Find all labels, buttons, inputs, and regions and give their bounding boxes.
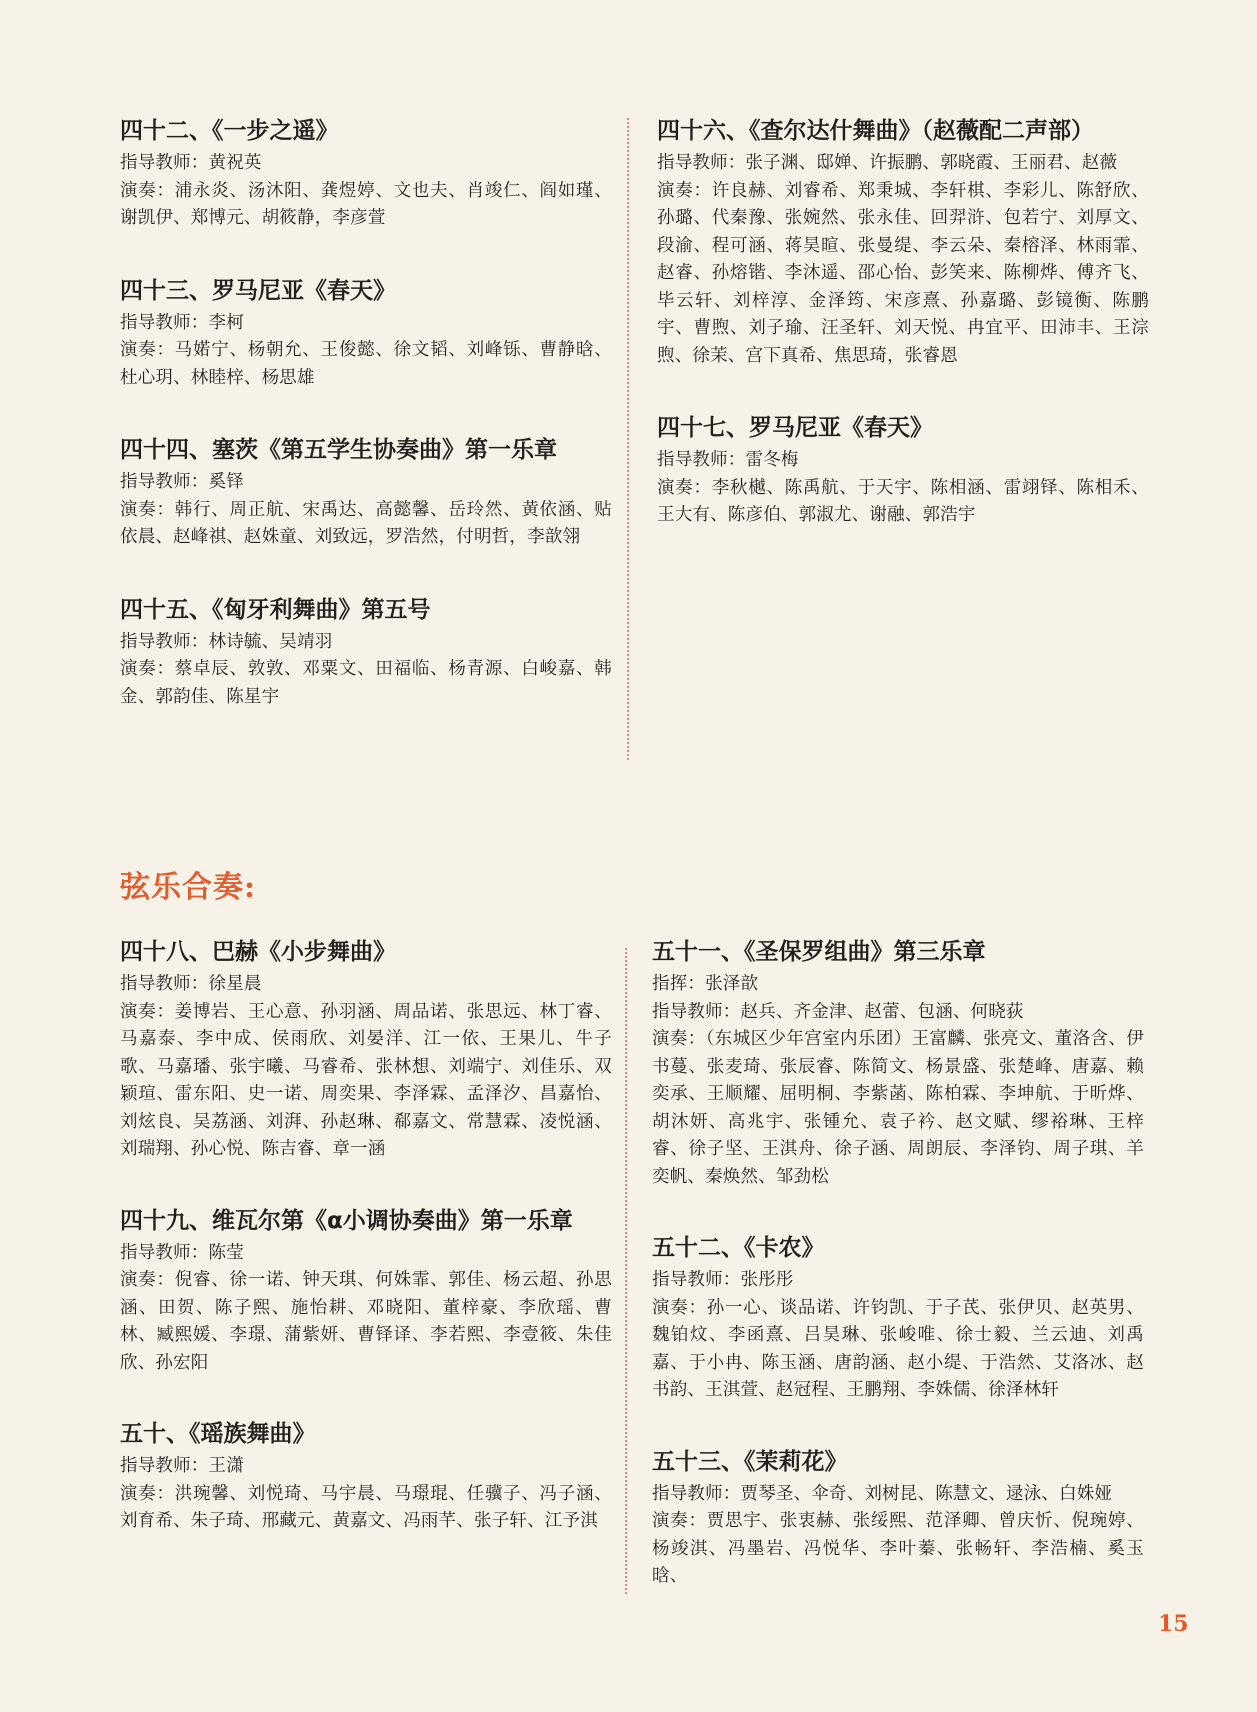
teacher-line: [652, 1481, 1144, 1509]
page-number: 15: [1158, 1611, 1189, 1637]
performers-label: 演奏：: [120, 340, 175, 360]
teacher-label: 指导教师：: [652, 1270, 741, 1290]
teacher-names: 贾琴圣、伞奇、刘树昆、陈慧文、逯泳、白姝娅: [740, 1483, 1113, 1504]
piece-42: [120, 116, 612, 233]
performers-line: [657, 475, 1149, 530]
teacher-names: 张彤彤: [740, 1270, 794, 1290]
performer-names: 孙一心、谈品诺、许钧凯、于子芪、张伊贝、赵英男、魏铂炆、李函熹、吕昊琳、张峻唯、徐士毅、兰云迪、刘禹嘉、于小冉、陈玉涵、唐韵涵、赵小缇、于浩然、艾洛冰、赵书韵、王淇萱、赵冠程、王鹏翔、李姝儒、徐泽林轩: [652, 1297, 1144, 1400]
piece-title: 五十一、《圣保罗组曲》第三乐章: [652, 939, 986, 965]
teacher-names: 黄祝英: [208, 153, 262, 173]
conductor-name: 张泽歆: [705, 974, 759, 994]
piece-53: [652, 1447, 1144, 1591]
performer-names: （东城区少年宫室内乐团）王富麟、张亮文、董洛含、伊书蔓、张麦琦、张辰睿、陈简文、杨景盛、张楚峰、唐嘉、赖奕承、王顺耀、屈明桐、李紫菡、陈柏霖、李坤航、于昕烨、胡沐妍、高兆宇、张锺允、袁子衿、赵文赋、缪裕琳、王梓睿、徐子坚、王淇舟、徐子涵、周朗辰、李泽钧、周子琪、羊奕帆、秦焕然、邹劲松: [652, 1029, 1144, 1187]
teacher-label: 指导教师：: [120, 974, 209, 994]
performers-label: 演奏：: [652, 1297, 707, 1318]
teacher-line: [120, 150, 612, 178]
performers-line: [652, 1026, 1144, 1191]
teacher-line: [120, 629, 612, 657]
piece-44: [120, 435, 612, 552]
performers-line: [652, 1508, 1144, 1591]
performers-label: 演奏：: [120, 180, 175, 201]
teacher-line: [120, 310, 612, 338]
piece-title: 四十八、巴赫《小步舞曲》: [120, 939, 396, 965]
piece-title: 五十二、《卡农》: [652, 1235, 825, 1261]
teacher-line: [120, 1240, 612, 1268]
performers-line: [120, 1267, 612, 1377]
performer-names: 洪琬馨、刘悦琦、马宇晨、马璟琨、任骥子、冯子涵、刘育希、朱子琦、邢藏元、黄嘉文、冯雨芊、张子轩、江予淇: [120, 1483, 612, 1531]
teacher-line: [652, 999, 1144, 1027]
teacher-line: [657, 150, 1149, 178]
teacher-line: [120, 1453, 612, 1481]
teacher-label: 指导教师：: [657, 153, 746, 173]
performers-line: [120, 497, 612, 552]
performers-label: 演奏：: [652, 1511, 707, 1531]
teacher-names: 奚铎: [208, 472, 244, 492]
performers-line: [657, 178, 1149, 371]
performers-label: 演奏：: [120, 659, 175, 679]
teacher-names: 徐星晨: [208, 974, 262, 994]
performers-label: 演奏：: [657, 477, 712, 498]
conductor-label: 指挥：: [652, 974, 706, 994]
teacher-label: 指导教师：: [120, 472, 209, 492]
performers-line: [120, 999, 612, 1164]
piece-title: 四十二、《一步之遥》: [120, 118, 339, 144]
teacher-names: 王潇: [208, 1456, 244, 1476]
performer-names: 倪睿、徐一诺、钟天琪、何姝霏、郭佳、杨云超、孙思涵、田贺、陈子熙、施怡耕、邓晓阳、董梓豪、李欣瑶、曹林、臧熙媛、李璟、蒲紫妍、曹铎译、李若熙、李壹筱、朱佳欣、孙宏阳: [120, 1270, 612, 1373]
column-bottom-left: [120, 937, 612, 1536]
piece-46: [657, 116, 1149, 370]
performer-names: 韩行、周正航、宋禹达、高懿馨、岳玲然、黄依涵、贴依晨、赵峰祺、赵姝童、刘致远，罗浩然，付明哲，李歆翎: [120, 499, 612, 547]
performer-names: 马婼宁、杨朝允、王俊懿、徐文韬、刘峰铄、曹静晗、杜心玥、林睦梓、杨思雄: [120, 340, 612, 388]
teacher-names: 雷冬梅: [745, 450, 799, 470]
teacher-label: 指导教师：: [652, 1001, 741, 1022]
piece-48: [120, 937, 612, 1164]
teacher-label: 指导教师：: [652, 1483, 741, 1504]
teacher-line: [120, 971, 612, 999]
performers-line: [120, 178, 612, 233]
performers-line: [652, 1295, 1144, 1405]
performer-names: 浦永炎、汤沐阳、龚煜婷、文也夫、肖竣仁、阎如瑾、谢凯伊、郑博元、胡筱静，李彦萱: [120, 180, 612, 228]
performer-names: 蔡卓辰、敦敦、邓粟文、田福临、杨青源、白峻嘉、韩金、郭韵佳、陈星宇: [120, 659, 612, 707]
teacher-line: [657, 447, 1149, 475]
performers-label: 演奏：: [120, 1270, 175, 1290]
performers-line: [120, 1481, 612, 1536]
piece-47: [657, 413, 1149, 530]
performers-label: 演奏：: [652, 1029, 706, 1049]
teacher-names: 张子渊、邸婵、许振鹏、郭晓霞、王丽君、赵薇: [745, 153, 1118, 173]
performers-line: [120, 337, 612, 392]
performers-label: 演奏：: [120, 1001, 175, 1022]
performer-names: 贾思宇、张衷赫、张绥熙、范泽卿、曾庆忻、倪琬婷、杨竣淇、冯墨岩、冯悦华、李叶蓁、张畅轩、李浩楠、奚玉晗、: [652, 1511, 1144, 1586]
teacher-label: 指导教师：: [120, 1242, 209, 1263]
piece-title: 四十七、罗马尼亚《春天》: [657, 415, 933, 441]
piece-title: 五十、《瑶族舞曲》: [120, 1421, 316, 1447]
piece-title: 四十五、《匈牙利舞曲》第五号: [120, 596, 431, 623]
section-heading-string-ensemble: 弦乐合奏:: [120, 870, 257, 905]
column-divider-top: [627, 118, 629, 760]
performers-line: [120, 656, 612, 711]
piece-43: [120, 276, 612, 393]
piece-52: [652, 1233, 1144, 1405]
piece-title: 四十四、塞茨《第五学生协奏曲》第一乐章: [120, 437, 557, 463]
conductor-line: [652, 971, 1144, 999]
teacher-line: [120, 469, 612, 497]
performers-label: 演奏：: [120, 499, 175, 520]
performer-names: 许良赫、刘睿希、郑秉城、李轩棋、李彩儿、陈舒欣、孙璐、代秦豫、张婉然、张永佳、回羿浒、包若宁、刘厚文、段渝、程可涵、蒋昊暄、张曼缇、李云朵、秦榕泽、林雨霏、赵睿、孙熔锴、李沐遥、邵心怡、彭笑来、陈柳烨、傅齐飞、毕云轩、刘梓淳、金泽筠、宋彦熹、孙嘉璐、彭镜衡、陈鹏宇、曹煦、刘子瑜、汪圣轩、刘天悦、冉宜平、田沛丰、王淙煦、徐茉、宫下真希、焦思琦，张睿恩: [657, 180, 1149, 366]
teacher-names: 李柯: [208, 312, 244, 333]
teacher-line: [652, 1267, 1144, 1295]
performer-names: 李秋樾、陈禹航、于天宇、陈相涵、雷翊铎、陈相禾、王大有、陈彦伯、郭淑尤、谢融、郭浩宇: [657, 477, 1149, 525]
piece-title: 四十六、《查尔达什舞曲》（赵薇配二声部）: [657, 118, 1094, 144]
piece-50: [120, 1419, 612, 1536]
teacher-names: 陈莹: [208, 1242, 244, 1263]
teacher-label: 指导教师：: [120, 631, 209, 652]
teacher-names: 赵兵、齐金津、赵蕾、包涵、何晓荻: [740, 1001, 1024, 1022]
piece-title: 四十三、罗马尼亚《春天》: [120, 277, 396, 304]
column-bottom-right: [652, 937, 1144, 1591]
teacher-label: 指导教师：: [657, 450, 746, 470]
teacher-label: 指导教师：: [120, 1456, 209, 1476]
column-divider-bottom: [625, 948, 627, 1594]
performers-label: 演奏：: [120, 1483, 175, 1504]
teacher-names: 林诗毓、吴靖羽: [208, 631, 333, 652]
piece-49: [120, 1206, 612, 1378]
teacher-label: 指导教师：: [120, 312, 209, 333]
teacher-label: 指导教师：: [120, 153, 209, 173]
performers-label: 演奏：: [657, 180, 712, 201]
piece-title: 四十九、维瓦尔第《α小调协奏曲》第一乐章: [120, 1207, 573, 1234]
piece-51: [652, 937, 1144, 1191]
column-top-right: [657, 116, 1149, 530]
piece-45: [120, 595, 612, 712]
column-top-left: [120, 116, 612, 711]
piece-title: 五十三、《茉莉花》: [652, 1448, 848, 1475]
performer-names: 姜博岩、王心意、孙羽涵、周品诺、张思远、林丁睿、马嘉泰、李中成、侯雨欣、刘晏洋、江一依、王果儿、牛子歌、马嘉璠、张宇曦、马睿希、张林想、刘端宁、刘佳乐、双颖瑄、雷东阳、史一诺、周奕果、李泽霖、孟泽汐、昌嘉怡、刘炫良、吴荔涵、刘湃、孙赵琳、郗嘉文、常慧霖、凌悦涵、刘瑞翔、孙心悦、陈吉睿、章一涵: [120, 1001, 612, 1159]
